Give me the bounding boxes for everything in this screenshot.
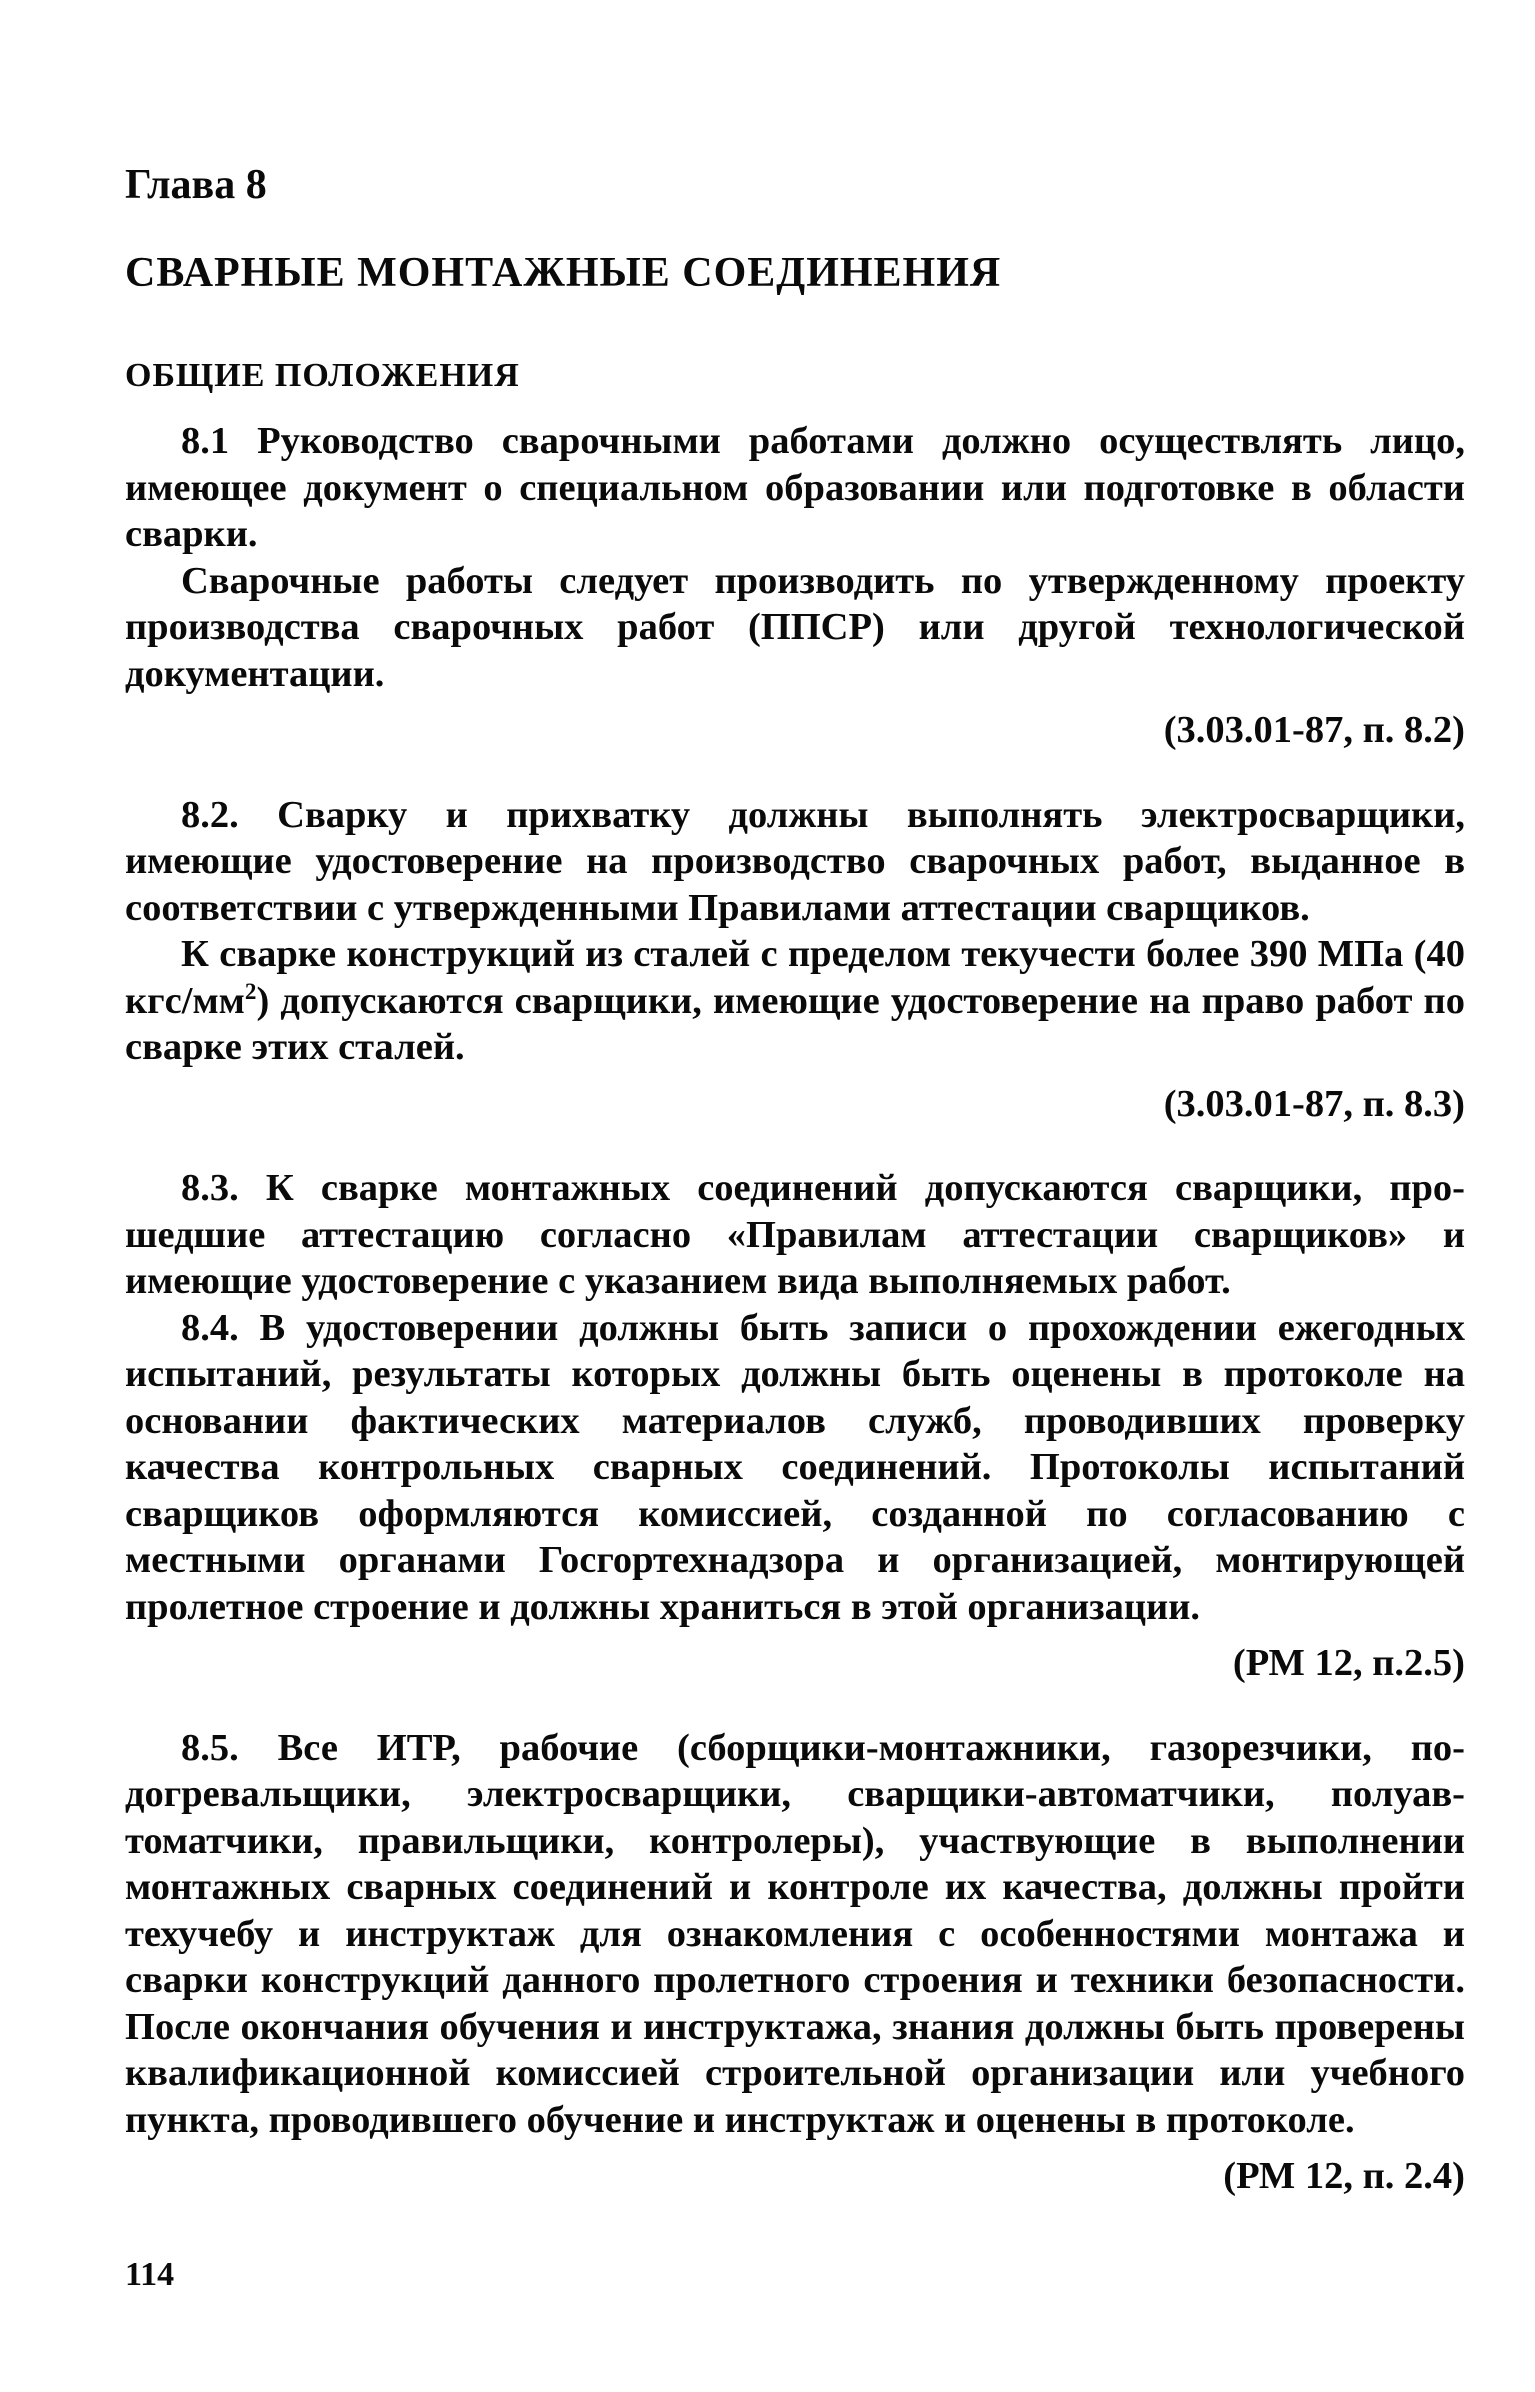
paragraph-8-2: 8.2. Сварку и прихватку должны выполнять электросварщики, имеющие удостоверение на производство сварочных работ, выданное в соответствии с утвержденными Правилами аттестации сварщиков. (125, 793, 1465, 929)
paragraph-8-2-cont (125, 931, 1465, 1071)
page-content (125, 160, 1465, 2200)
superscript: 2 (244, 977, 257, 1004)
reference-8-5: (РМ 12, п. 2.4) (1223, 2155, 1465, 2197)
chapter-title: СВАРНЫЕ МОНТАЖНЫЕ СОЕДИНЕНИЯ (125, 250, 1002, 296)
page-number: 114 (125, 2256, 175, 2293)
paragraph-8-4: 8.4. В удостоверении должны быть записи о прохождении ежегодных испытаний, результаты которых должны быть оценены в протоколе на основании фактических материалов служб, проводивших проверку качества контрольных сварных соединений. Протоколы испытаний сварщиков оформляются комиссией, созданной по согласованию с местными органами Госгортехнадзора и организацией, монтирующей пролетное строение и должны храниться в этой организации. (125, 1306, 1465, 1628)
paragraph-8-1-cont: Сварочные работы следует производить по утвержденному проекту производства сварочных работ (ППСР) или другой технологической документации. (125, 559, 1465, 695)
paragraph-8-2-text-pre: К сварке конструкций из сталей с пределом текучести более 390 МПа (40 кгс/мм (125, 933, 1465, 1022)
section-heading: ОБЩИЕ ПОЛОЖЕНИЯ (125, 357, 520, 394)
paragraph-8-1: 8.1 Руководство сварочными работами должно осуществлять лицо, имеющее документ о специальном образовании или подготовке в области сварки. (125, 420, 1465, 555)
paragraph-8-3: 8.3. К сварке монтажных соединений допускаются сварщики, прошедшие аттестацию согласно «Правилам аттестации сварщиков» и имеющие удостоверение с указанием вида выполняемых работ. (125, 1167, 1465, 1302)
paragraph-8-5: 8.5. Все ИТР, рабочие (сборщики-монтажники, газорезчики, подогревальщики, электросварщики, сварщики-автоматчики, полуавтоматчики, правильщики, контролеры), участвующие в выполнении монтажных сварных соединений и контроле их качества, должны пройти техучебу и инструктаж для ознакомления с особенностями монтажа и сварки конструкций данного пролетного строения и техники безопасности. После окончания обучения и инструктажа, знания должны быть проверены квалификационной комиссией строительной организации или учебного пункта, проводившего обучение и инструктаж и оценены в протоколе. (125, 1726, 1465, 2141)
paragraph-8-2-text-post: ) допускаются сварщики, имеющие удостоверение на право работ по сварке этих сталей. (125, 979, 1465, 1068)
reference-8-2: (3.03.01-87, п. 8.3) (1163, 1082, 1465, 1125)
reference-8-4: (РМ 12, п.2.5) (1232, 1642, 1465, 1684)
reference-8-1: (3.03.01-87, п. 8.2) (1163, 709, 1465, 751)
chapter-label: Глава 8 (125, 162, 267, 208)
